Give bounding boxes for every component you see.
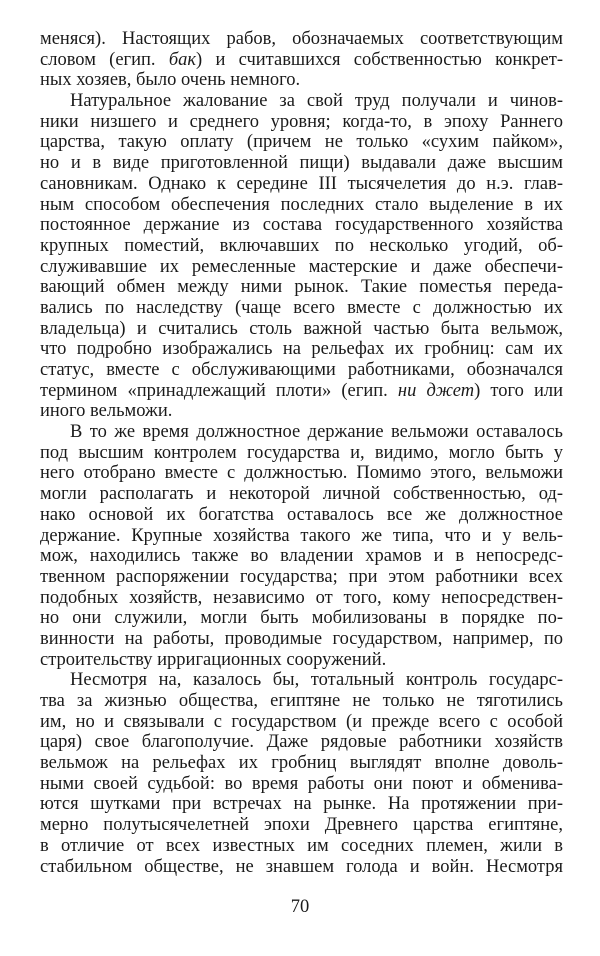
text-segment: ются шутками при встречах на рынке. На протяжении при- — [40, 794, 563, 815]
text-segment: него отобрано вместе с должностью. Помимо этого, вельможи — [40, 463, 563, 484]
paragraph — [40, 422, 563, 670]
italic-term: ни джет — [397, 380, 475, 401]
text-line — [40, 215, 563, 236]
text-line — [40, 443, 563, 464]
text-line — [40, 732, 563, 753]
text-line — [40, 588, 563, 609]
text-segment: крупных поместий, включавших по несколько угодий, об- — [40, 235, 563, 256]
text-line — [40, 567, 563, 588]
text-segment: в отличие от всех известных им соседних племен, жили в — [40, 835, 563, 856]
text-segment: царя) свое благополучие. Даже рядовые работники хозяйств — [40, 732, 563, 753]
text-line — [40, 794, 563, 815]
text-line — [40, 277, 563, 298]
text-line — [40, 236, 563, 257]
text-segment: царства, такую оплату (причем не только «сухим пайком», — [40, 132, 563, 153]
text-segment: строительству ирригационных сооружений. — [40, 649, 387, 670]
text-line — [40, 112, 563, 133]
text-line — [40, 50, 563, 71]
text-segment: вельмож на рельефах их гробниц выглядят вполне доволь- — [40, 753, 563, 774]
text-segment: им, но и связывали с государством (и прежде всего с особой — [40, 711, 563, 732]
text-line — [40, 650, 563, 671]
text-line — [40, 339, 563, 360]
text-segment: стабильном обществе, не знавшем голода и войн. Несмотря — [40, 856, 563, 877]
text-line — [40, 195, 563, 216]
paragraph — [40, 91, 563, 422]
text-line — [40, 381, 563, 402]
text-segment: сановникам. Однако к середине III тысячелетия до н.э. глав- — [40, 173, 563, 194]
text-segment: под высшим контролем государства и, видимо, могло быть у — [40, 442, 563, 463]
text-segment: ) и считавшихся собственностью конкрет- — [196, 49, 564, 70]
text-segment: что подробно изображались на рельефах их гробниц: сам их — [40, 339, 563, 360]
text-line — [40, 857, 563, 878]
text-line — [40, 691, 563, 712]
text-segment: держание. Крупные хозяйства такого же типа, что и у вель- — [40, 525, 563, 546]
text-segment: винности на работы, проводимые государством, например, по — [40, 628, 563, 649]
text-line — [40, 257, 563, 278]
text-segment: Натуральное жалование за свой труд получали и чинов- — [70, 91, 563, 112]
text-line — [40, 753, 563, 774]
text-segment: статус, вместе с обслуживающими работниками, обозначался — [40, 360, 563, 380]
paragraph — [40, 670, 563, 877]
text-segment: твенном распоряжении государства; при этом работники всех — [40, 566, 563, 587]
text-line — [40, 629, 563, 650]
body-text — [40, 29, 563, 877]
text-line — [40, 70, 563, 91]
text-line — [40, 298, 563, 319]
text-segment: вались по наследству (чаще всего вместе с должностью их — [40, 297, 563, 318]
text-segment: ными своей судьбой: во время работы они поют и обменива- — [40, 773, 563, 794]
text-segment: но они служили, могли быть мобилизованы в порядке по- — [40, 608, 563, 629]
text-segment: иного вельможи. — [40, 401, 173, 422]
text-line — [40, 670, 563, 691]
text-line — [40, 836, 563, 857]
paragraph — [40, 29, 563, 91]
text-segment: служивавшие их ремесленные мастерские и даже обеспечи- — [40, 256, 563, 277]
text-segment: мерно полутысячелетней эпохи Древнего царства египтяне, — [40, 815, 563, 836]
text-line — [40, 526, 563, 547]
text-segment: ) того или — [474, 380, 563, 401]
text-line — [40, 153, 563, 174]
text-segment: ным способом обеспечения последних стало выделение в их — [40, 194, 563, 215]
text-line — [40, 505, 563, 526]
text-line — [40, 29, 563, 50]
text-segment: владельца) и считались столь важной частью быта вельмож, — [40, 318, 563, 339]
text-line — [40, 774, 563, 795]
text-line — [40, 401, 563, 422]
text-line — [40, 319, 563, 340]
text-segment: могли располагать и некоторой личной собственностью, од- — [40, 484, 563, 505]
text-segment: ники низшего и среднего уровня; когда-то, в эпоху Раннего — [40, 111, 563, 132]
text-line — [40, 546, 563, 567]
text-line — [40, 132, 563, 153]
text-segment: Несмотря на, казалось бы, тотальный контроль государс- — [70, 670, 563, 691]
text-line — [40, 91, 563, 112]
text-line — [40, 463, 563, 484]
text-segment: тва за жизнью общества, египтяне не только не тяготились — [40, 691, 563, 711]
text-segment: меняся). Настоящих рабов, обозначаемых соответствующим — [40, 29, 563, 49]
text-line — [40, 360, 563, 381]
text-segment: нако основой их богатства оставалось все же должностное — [40, 504, 563, 525]
text-segment: мож, находились также во владении храмов и в непосредс- — [40, 546, 563, 567]
text-segment: термином «принадлежащий плоти» (егип. — [40, 380, 398, 401]
italic-term: бак — [168, 49, 197, 70]
text-line — [40, 422, 563, 443]
text-segment: но и в виде приготовленной пищи) выдавали даже высшим — [40, 153, 563, 174]
text-segment: постоянное держание из состава государственного хозяйства — [40, 215, 563, 236]
text-segment: словом (егип. — [40, 49, 169, 70]
text-line — [40, 484, 563, 505]
text-segment: вающий обмен между ними рынок. Такие поместья переда- — [40, 277, 563, 298]
text-line — [40, 174, 563, 195]
text-line — [40, 608, 563, 629]
text-segment: В то же время должностное держание вельможи оставалось — [70, 422, 563, 443]
text-segment: ных хозяев, было очень немного. — [40, 70, 301, 91]
page-number: 70 — [290, 897, 310, 917]
text-segment: подобных хозяйств, независимо от того, кому непосредствен- — [40, 587, 563, 608]
text-line — [40, 712, 563, 733]
text-line — [40, 815, 563, 836]
